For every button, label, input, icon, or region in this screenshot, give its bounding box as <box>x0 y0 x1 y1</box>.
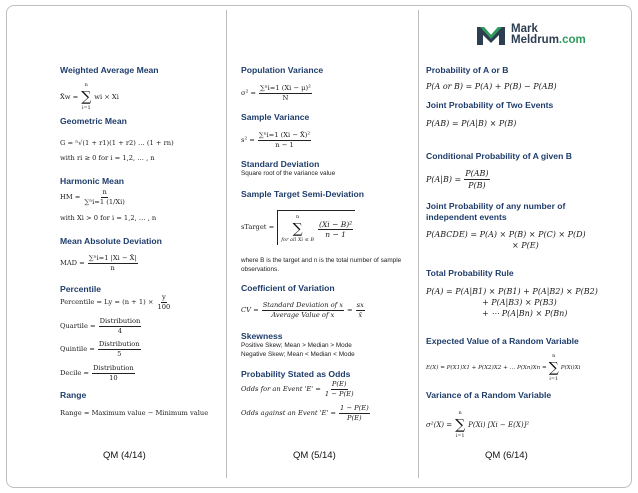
quartile-lhs: Quartile = <box>60 322 96 330</box>
cv-lhs: CV = <box>241 306 259 314</box>
geometric-formula: G = ⁿ√(1 + r1)(1 + r2) … (1 + rn) <box>60 139 174 147</box>
odds-against-den: P(E) <box>347 414 362 422</box>
harmonic-den: ∑ⁿi=1 (1/Xi) <box>84 198 125 206</box>
column-divider-left <box>226 10 227 478</box>
footer-page-5: QM (5/14) <box>293 450 336 461</box>
harmonic-formula <box>60 188 126 207</box>
total-line-2: + P(A|B3) × P(B3) <box>482 298 557 307</box>
cv-num: Standard Deviation of x <box>262 301 344 309</box>
cv-den: Average Value of x <box>271 311 335 319</box>
decile-num: Distribution <box>93 364 134 372</box>
population-variance-formula <box>241 84 312 103</box>
quartile-fraction <box>99 317 142 336</box>
cv-formula <box>241 301 365 320</box>
skewness-negative: Negative Skew; Mean < Median < Mode <box>241 351 355 358</box>
skewness-title: Skewness <box>241 331 283 341</box>
logo-line2-main: Meldrum <box>511 34 559 46</box>
decile-lhs: Decile = <box>60 369 90 377</box>
weighted-mean-formula <box>60 81 119 113</box>
joint-n-line-1: P(ABCDE) = P(A) × P(B) × P(C) × P(D) <box>426 230 586 239</box>
weighted-sum-top: n <box>84 82 88 88</box>
weighted-lhs: X̄w = <box>60 92 79 101</box>
quartile-num: Distribution <box>99 317 141 325</box>
harmonic-fraction <box>83 188 125 207</box>
cv-title: Coefficient of Variation <box>241 283 335 293</box>
var-lhs: σ²(X) = <box>426 420 453 429</box>
var-sum <box>455 409 465 441</box>
percentile-lhs: Percentile = Ly = (n + 1) × <box>60 298 154 306</box>
ev-sigma: ∑ <box>548 360 559 376</box>
semidev-den: n − 1 <box>325 229 346 239</box>
ev-sum-bottom: i=1 <box>549 376 559 382</box>
standard-deviation-text: Square root of the variance value <box>241 170 336 177</box>
semidev-sigma: ∑ <box>292 221 303 237</box>
percentile-den: 100 <box>157 303 171 311</box>
ev-sum <box>549 352 559 384</box>
cv-equals: = <box>347 306 353 314</box>
decile-formula <box>60 364 135 383</box>
odds-against-num: 1 − P(E) <box>340 404 369 412</box>
a-or-b-title: Probability of A or B <box>426 65 509 75</box>
quintile-lhs: Quintile = <box>60 345 95 353</box>
expected-value-formula <box>426 352 580 384</box>
ev-formula: E(X) = P(X1)X1 + P(X2)X2 + … P(Xn)Xn = <box>426 364 547 371</box>
geometric-mean-title: Geometric Mean <box>60 116 127 126</box>
joint-n-line-2: × P(E) <box>512 241 539 250</box>
semi-deviation-note: where B is the target and n is the total number of sample observations. <box>241 257 402 273</box>
quintile-den: 5 <box>117 350 122 358</box>
cv-num-2: sx <box>356 301 364 309</box>
conditional-fraction <box>464 168 489 191</box>
popvar-num: ∑ⁿi=1 (Xi − μ)² <box>259 84 311 92</box>
quartile-den: 4 <box>117 327 123 335</box>
total-line-1: P(A) = P(A|B1) × P(B1) + P(A|B2) × P(B2) <box>426 287 598 296</box>
sample-variance-title: Sample Variance <box>241 112 310 122</box>
weighted-sum <box>81 81 91 113</box>
weighted-rhs: wi × Xi <box>94 92 119 101</box>
conditional-formula <box>426 168 490 191</box>
cv-fraction-2 <box>356 301 365 320</box>
quartile-formula <box>60 317 141 336</box>
var-sum-top: n <box>458 410 462 416</box>
mad-num: ∑ⁿi=1 |Xi − X̄| <box>88 254 137 262</box>
odds-for-num: P(E) <box>331 380 347 388</box>
geometric-condition: with ri ≥ 0 for i = 1,2, … , n <box>60 154 155 162</box>
odds-for-den: 1 − P(E) <box>324 390 354 398</box>
odds-against-fraction <box>339 404 370 423</box>
sampvar-fraction <box>258 131 311 150</box>
quintile-fraction <box>98 340 141 359</box>
percentile-fraction <box>156 293 171 312</box>
odds-against-lhs: Odds against an Event 'E' = <box>241 409 336 417</box>
ev-sum-top: n <box>552 353 556 359</box>
var-tail: P(Xi) [Xi − E(X)]² <box>468 420 530 429</box>
semidev-lhs: sTarget = <box>241 223 275 231</box>
semidev-fraction <box>318 220 353 239</box>
mad-fraction <box>88 254 138 273</box>
decile-den: 10 <box>109 374 118 382</box>
footer-page-6: QM (6/14) <box>485 450 528 461</box>
expected-value-title: Expected Value of a Random Variable <box>426 336 579 346</box>
mad-den: n <box>110 264 115 272</box>
percentile-formula <box>60 293 171 312</box>
sample-variance-formula <box>241 131 311 150</box>
joint-two-title: Joint Probability of Two Events <box>426 100 554 110</box>
mad-formula <box>60 254 138 273</box>
popvar-lhs: σ² = <box>241 89 256 97</box>
total-line-3: + ⋯ P(A|Bn) × P(Bn) <box>482 309 568 318</box>
semidev-sum-top: n <box>296 214 300 220</box>
harmonic-mean-title: Harmonic Mean <box>60 176 124 186</box>
conditional-lhs: P(A|B) = <box>426 175 462 184</box>
decile-fraction <box>92 364 135 383</box>
harmonic-condition: with Xi > 0 for i = 1,2, … , n <box>60 214 157 222</box>
semidev-num: (Xi − B)² <box>319 219 353 229</box>
logo-line2-ext: .com <box>558 34 586 46</box>
joint-two-formula: P(AB) = P(A|B) × P(B) <box>426 119 517 128</box>
popvar-den: N <box>282 94 289 102</box>
a-or-b-formula: P(A or B) = P(A) + P(B) − P(AB) <box>426 82 557 91</box>
sampvar-num: ∑ⁿi=1 (Xi − X̄)² <box>258 131 311 139</box>
variance-rv-formula <box>426 409 529 441</box>
column-divider-right <box>418 10 419 478</box>
logo-m-icon <box>476 24 506 46</box>
sampvar-lhs: s² = <box>241 136 255 144</box>
sampvar-den: n − 1 <box>275 141 294 149</box>
semidev-sum <box>281 213 314 245</box>
range-title: Range <box>60 390 87 400</box>
joint-n-title: Joint Probability of any number of independent events <box>426 201 566 222</box>
mad-lhs: MAD = <box>60 259 85 267</box>
semidev-sum-bottom: for all Xi ≤ B <box>281 237 315 243</box>
logo-line1: Mark <box>511 23 538 35</box>
odds-title: Probability Stated as Odds <box>241 369 351 379</box>
conditional-den: P(B) <box>468 181 486 190</box>
population-variance-title: Population Variance <box>241 65 324 75</box>
ev-tail: P(Xi)Xi <box>560 364 581 371</box>
logo-text <box>511 24 586 46</box>
total-probability-title: Total Probability Rule <box>426 268 514 278</box>
var-sigma: ∑ <box>455 417 466 433</box>
variance-rv-title: Variance of a Random Variable <box>426 390 552 400</box>
harmonic-num: n <box>102 188 107 196</box>
range-formula: Range = Maximum value − Minimum value <box>60 409 209 417</box>
semi-deviation-formula <box>241 210 355 245</box>
footer-page-4: QM (4/14) <box>103 450 146 461</box>
percentile-title: Percentile <box>60 284 102 294</box>
mark-meldrum-logo <box>476 24 586 46</box>
quintile-formula <box>60 340 141 359</box>
popvar-fraction <box>259 84 312 103</box>
odds-for-formula <box>241 380 355 399</box>
var-sum-bottom: i=1 <box>455 433 465 439</box>
odds-against-formula <box>241 404 370 423</box>
standard-deviation-title: Standard Deviation <box>241 159 320 169</box>
weighted-sigma: ∑ <box>81 89 92 105</box>
semidev-sqrt <box>277 210 355 245</box>
weighted-mean-title: Weighted Average Mean <box>60 65 159 75</box>
cv-fraction <box>262 301 344 320</box>
harmonic-lhs: HM = <box>60 193 81 201</box>
logo-line2 <box>511 35 586 46</box>
conditional-num: P(AB) <box>465 169 489 178</box>
mad-title: Mean Absolute Deviation <box>60 236 162 246</box>
cv-den-2: x̄ <box>358 311 363 319</box>
percentile-num: y <box>161 293 166 301</box>
quintile-num: Distribution <box>98 340 140 348</box>
odds-for-lhs: Odds for an Event 'E' = <box>241 385 321 393</box>
weighted-sum-bottom: i=1 <box>81 105 91 111</box>
conditional-title: Conditional Probability of A given B <box>426 151 572 161</box>
semi-deviation-title: Sample Target Semi-Deviation <box>241 189 365 199</box>
odds-for-fraction <box>324 380 355 399</box>
skewness-positive: Positive Skew; Mean > Median > Mode <box>241 342 352 349</box>
